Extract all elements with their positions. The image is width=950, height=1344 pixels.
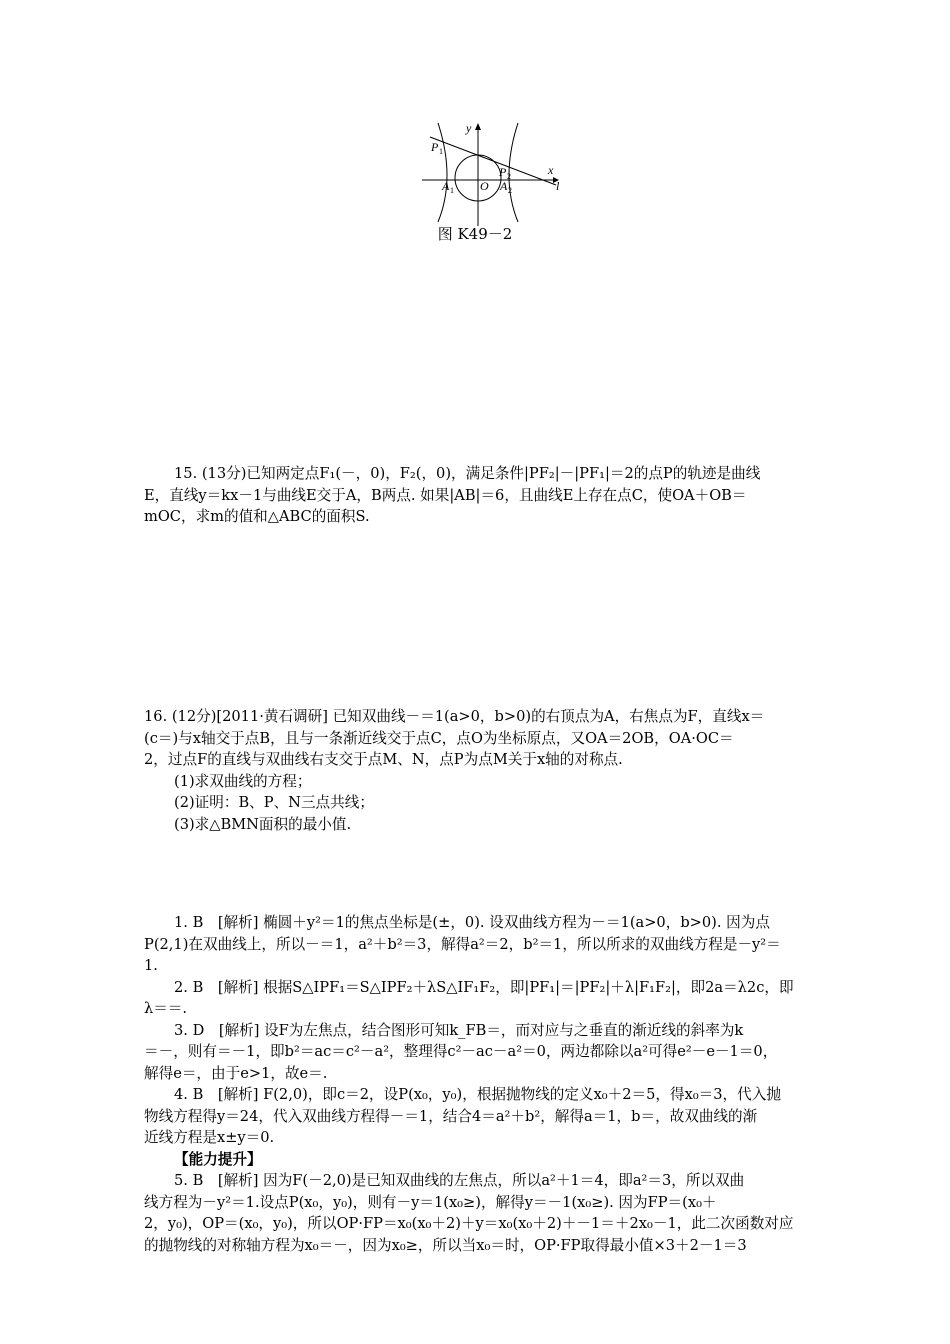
a2-label: A <box>500 179 508 193</box>
hyperbola-figure <box>418 118 568 228</box>
answer-4-line: 近线方程是x±y＝0. <box>144 1129 275 1146</box>
a1-subscript: 1 <box>450 186 454 195</box>
answer-1-line: 1. B [解析] 椭圆＋y²＝1的焦点坐标是(±，0). 设双曲线方程为－＝1(a>0，b>0). 因为点 <box>174 914 770 931</box>
answer-5-line: 2，y₀)，OP＝(x₀，y₀)，所以OP·FP＝x₀(x₀＋2)＋y＝x₀(x₀＋2)＋－1＝＋2x₀－1，此二次函数对应 <box>144 1215 794 1232</box>
y-label: y <box>466 121 472 135</box>
problem-16-line: (c＝)与x轴交于点B，且与一条渐近线交于点C，点O为坐标原点，又OA＝2OB，OA·OC＝ <box>144 729 734 747</box>
hyperbola-left-branch <box>438 123 447 222</box>
a1-label: A <box>442 179 450 193</box>
problem-15-line: mOC，求m的值和△ABC的面积S. <box>144 508 370 525</box>
p1-subscript: 1 <box>439 147 443 156</box>
answer-5-line: 5. B [解析] 因为F(－2,0)是已知双曲线的左焦点，所以a²＋1＝4，即a²＝3，所以双曲 <box>174 1172 745 1189</box>
answer-4-line: 4. B [解析] F(2,0)，即c＝2，设P(x₀，y₀)，根据抛物线的定义x₀＋2＝5，得x₀＝3，代入抛 <box>174 1086 781 1103</box>
answer-3-line: 解得e＝，由于e>1，故e＝. <box>144 1064 328 1082</box>
hyperbola-diagram <box>418 118 568 228</box>
answer-2-line: λ＝＝. <box>144 1000 188 1017</box>
figure-caption: 图 K49－2 <box>437 225 513 243</box>
answer-3-line: ＝－，则有＝－1，即b²＝ac＝c²－a²，整理得c²－ac－a²＝0，两边都除以a²可得e²－e－1＝0， <box>144 1043 778 1060</box>
problem-15-line: 15. (13分)已知两定点F₁(－，0)，F₂(，0)，满足条件|PF₂|－|PF₁|＝2的点P的轨迹是曲线 <box>174 465 761 482</box>
a2-subscript: 2 <box>508 186 512 195</box>
answer-1-line: P(2,1)在双曲线上，所以－＝1，a²＋b²＝3，解得a²＝2，b²＝1，所以所求的双曲线方程是－y²＝ <box>144 935 781 953</box>
problem-16-subquestion: (1)求双曲线的方程； <box>174 772 312 790</box>
problem-16-subquestion: (3)求△BMN面积的最小值. <box>174 815 352 833</box>
o-label: O <box>480 179 489 193</box>
p2-label: P <box>499 165 507 179</box>
x-label: x <box>548 163 554 177</box>
answer-3-line: 3. D [解析] 设F为左焦点，结合图形可知k_FB＝，而对应与之垂直的渐近线的斜率为k <box>174 1021 744 1039</box>
p1-label: P <box>431 140 439 154</box>
problem-16-line: 2，过点F的直线与双曲线右支交于点M、N，点P为点M关于x轴的对称点. <box>144 751 623 768</box>
l-label: l <box>556 179 560 193</box>
problem-16-line: 16. (12分)[2011·黄石调研] 已知双曲线－＝1(a>0，b>0)的右顶点为A，右焦点为F，直线x＝ <box>144 708 765 725</box>
problem-15-line: E，直线y＝kx－1与曲线E交于A，B两点. 如果|AB|＝6，且曲线E上存在点C，使OA＋OB＝ <box>144 486 747 504</box>
answer-5-line: 的抛物线的对称轴方程为x₀＝－，因为x₀≥，所以当x₀＝时，OP·FP取得最小值×3＋2－1＝3 <box>144 1236 747 1254</box>
line-l <box>430 137 556 185</box>
p2-subscript: 2 <box>507 172 511 181</box>
problem-16 <box>144 706 808 835</box>
answer-5-line: 线方程为－y²＝1.设点P(x₀，y₀)，则有－y＝1(x₀≥)，解得y＝－1(x₀≥). 因为FP＝(x₀＋ <box>144 1193 717 1211</box>
answers-section <box>144 912 808 1256</box>
answer-1-line: 1. <box>144 957 158 974</box>
problem-16-subquestion: (2)证明：B、P、N三点共线； <box>174 794 374 811</box>
answer-4-line: 物线方程得y＝24，代入双曲线方程得－＝1，结合4＝a²＋b²，解得a＝1，b＝，故双曲线的渐 <box>144 1107 758 1125</box>
problem-15 <box>144 463 808 528</box>
section-heading: 【能力提升】 <box>174 1150 262 1168</box>
y-axis-arrow <box>475 123 481 130</box>
answer-2-line: 2. B [解析] 根据S△IPF₁＝S△IPF₂＋λS△IF₁F₂，即|PF₁|＝|PF₂|＋λ|F₁F₂|，即2a＝λ2c，即 <box>174 978 794 996</box>
